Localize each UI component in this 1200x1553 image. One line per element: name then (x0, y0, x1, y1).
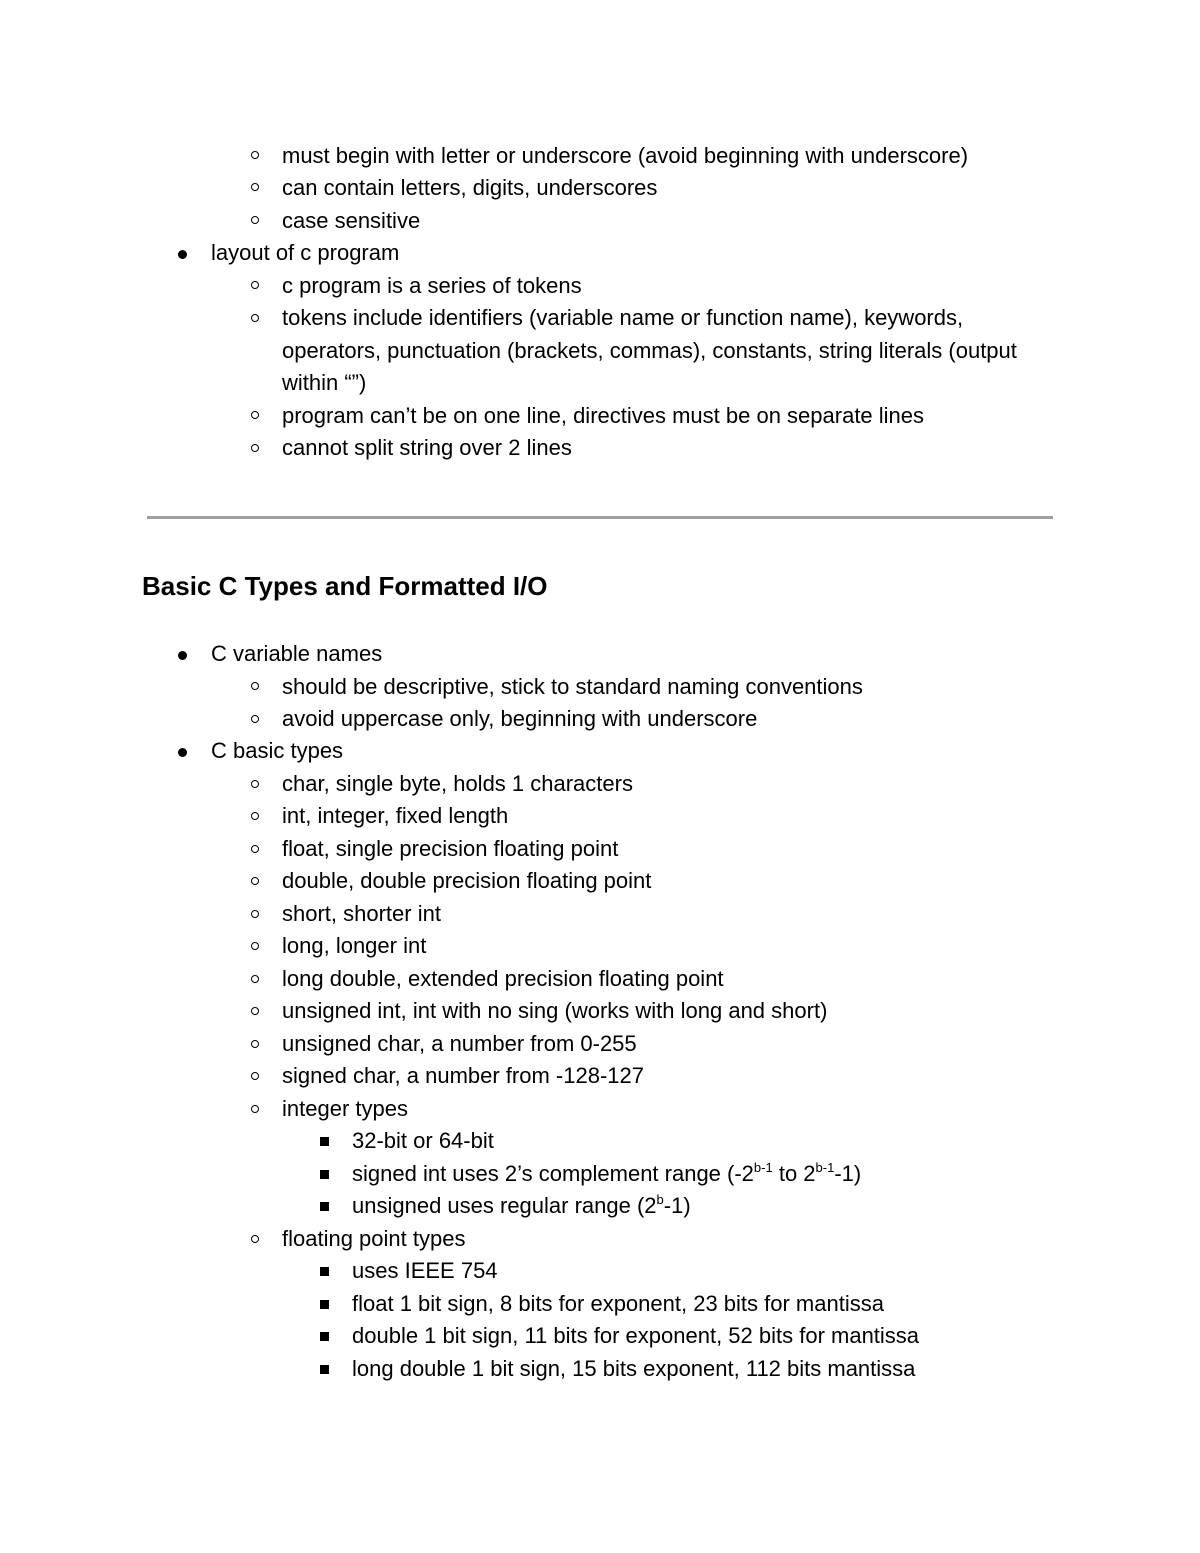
superscript: b (656, 1192, 664, 1207)
hollow-circle-bullet-icon (251, 183, 259, 191)
text-part: -1) (663, 1193, 691, 1218)
list-item: C variable names (211, 641, 383, 666)
hollow-circle-bullet-icon (251, 1007, 259, 1015)
list-item: int, integer, fixed length (282, 803, 509, 828)
filled-square-bullet-icon (320, 1365, 329, 1374)
list-item: long double, extended precision floating point (282, 966, 724, 991)
list-item: double, double precision floating point (282, 868, 652, 893)
text-part: signed int uses 2’s complement range (-2 (352, 1161, 754, 1186)
hollow-circle-bullet-icon (251, 877, 259, 885)
list-item-continuation: operators, punctuation (brackets, commas), constants, string literals (output (282, 338, 1017, 363)
filled-disc-bullet-icon (178, 651, 187, 660)
list-item: c program is a series of tokens (282, 273, 582, 298)
filled-square-bullet-icon (320, 1137, 329, 1146)
list-item: cannot split string over 2 lines (282, 435, 572, 460)
list-item: long, longer int (282, 933, 427, 958)
list-item (352, 1190, 691, 1222)
list-item: signed char, a number from -128-127 (282, 1063, 644, 1088)
hollow-circle-bullet-icon (251, 942, 259, 950)
hollow-circle-bullet-icon (251, 910, 259, 918)
hollow-circle-bullet-icon (251, 975, 259, 983)
list-item: floating point types (282, 1226, 466, 1251)
list-item: case sensitive (282, 208, 421, 233)
list-item: program can’t be on one line, directives must be on separate lines (282, 403, 925, 428)
hollow-circle-bullet-icon (251, 281, 259, 289)
hollow-circle-bullet-icon (251, 715, 259, 723)
filled-square-bullet-icon (320, 1267, 329, 1276)
hollow-circle-bullet-icon (251, 845, 259, 853)
list-item: can contain letters, digits, underscores (282, 175, 658, 200)
list-item: unsigned int, int with no sing (works with long and short) (282, 998, 828, 1023)
list-item: tokens include identifiers (variable name or function name), keywords, (282, 305, 964, 330)
text-part: unsigned uses regular range (2 (352, 1193, 657, 1218)
superscript: b-1 (753, 1160, 773, 1175)
filled-disc-bullet-icon (178, 748, 187, 757)
list-item-continuation: within “”) (282, 370, 367, 395)
hollow-circle-bullet-icon (251, 444, 259, 452)
list-item: long double 1 bit sign, 15 bits exponent, 112 bits mantissa (352, 1356, 916, 1381)
hollow-circle-bullet-icon (251, 812, 259, 820)
list-item: char, single byte, holds 1 characters (282, 771, 633, 796)
filled-square-bullet-icon (320, 1170, 329, 1179)
hollow-circle-bullet-icon (251, 1040, 259, 1048)
list-item: C basic types (211, 738, 344, 763)
list-item: must begin with letter or underscore (avoid beginning with underscore) (282, 143, 969, 168)
filled-square-bullet-icon (320, 1300, 329, 1309)
hollow-circle-bullet-icon (251, 1072, 259, 1080)
filled-square-bullet-icon (320, 1202, 329, 1211)
list-item (352, 1158, 861, 1190)
filled-disc-bullet-icon (178, 250, 187, 259)
list-item: short, shorter int (282, 901, 441, 926)
hollow-circle-bullet-icon (251, 151, 259, 159)
list-item: should be descriptive, stick to standard naming conventions (282, 674, 863, 699)
list-item: integer types (282, 1096, 408, 1121)
hollow-circle-bullet-icon (251, 411, 259, 419)
text-part: to 2 (772, 1161, 816, 1186)
superscript: b-1 (815, 1160, 835, 1175)
filled-square-bullet-icon (320, 1332, 329, 1341)
hollow-circle-bullet-icon (251, 682, 259, 690)
list-item: avoid uppercase only, beginning with underscore (282, 706, 758, 731)
list-item: float, single precision floating point (282, 836, 619, 861)
text-part: -1) (834, 1161, 862, 1186)
section-heading: Basic C Types and Formatted I/O (142, 571, 548, 601)
horizontal-divider (147, 516, 1053, 519)
list-item: float 1 bit sign, 8 bits for exponent, 23 bits for mantissa (352, 1291, 884, 1316)
list-item: uses IEEE 754 (352, 1258, 498, 1283)
list-item: 32-bit or 64-bit (352, 1128, 494, 1153)
list-item: double 1 bit sign, 11 bits for exponent, 52 bits for mantissa (352, 1323, 920, 1348)
hollow-circle-bullet-icon (251, 780, 259, 788)
list-item: unsigned char, a number from 0-255 (282, 1031, 637, 1056)
hollow-circle-bullet-icon (251, 1105, 259, 1113)
list-item: layout of c program (211, 240, 400, 265)
hollow-circle-bullet-icon (251, 1235, 259, 1243)
hollow-circle-bullet-icon (251, 314, 259, 322)
hollow-circle-bullet-icon (251, 216, 259, 224)
